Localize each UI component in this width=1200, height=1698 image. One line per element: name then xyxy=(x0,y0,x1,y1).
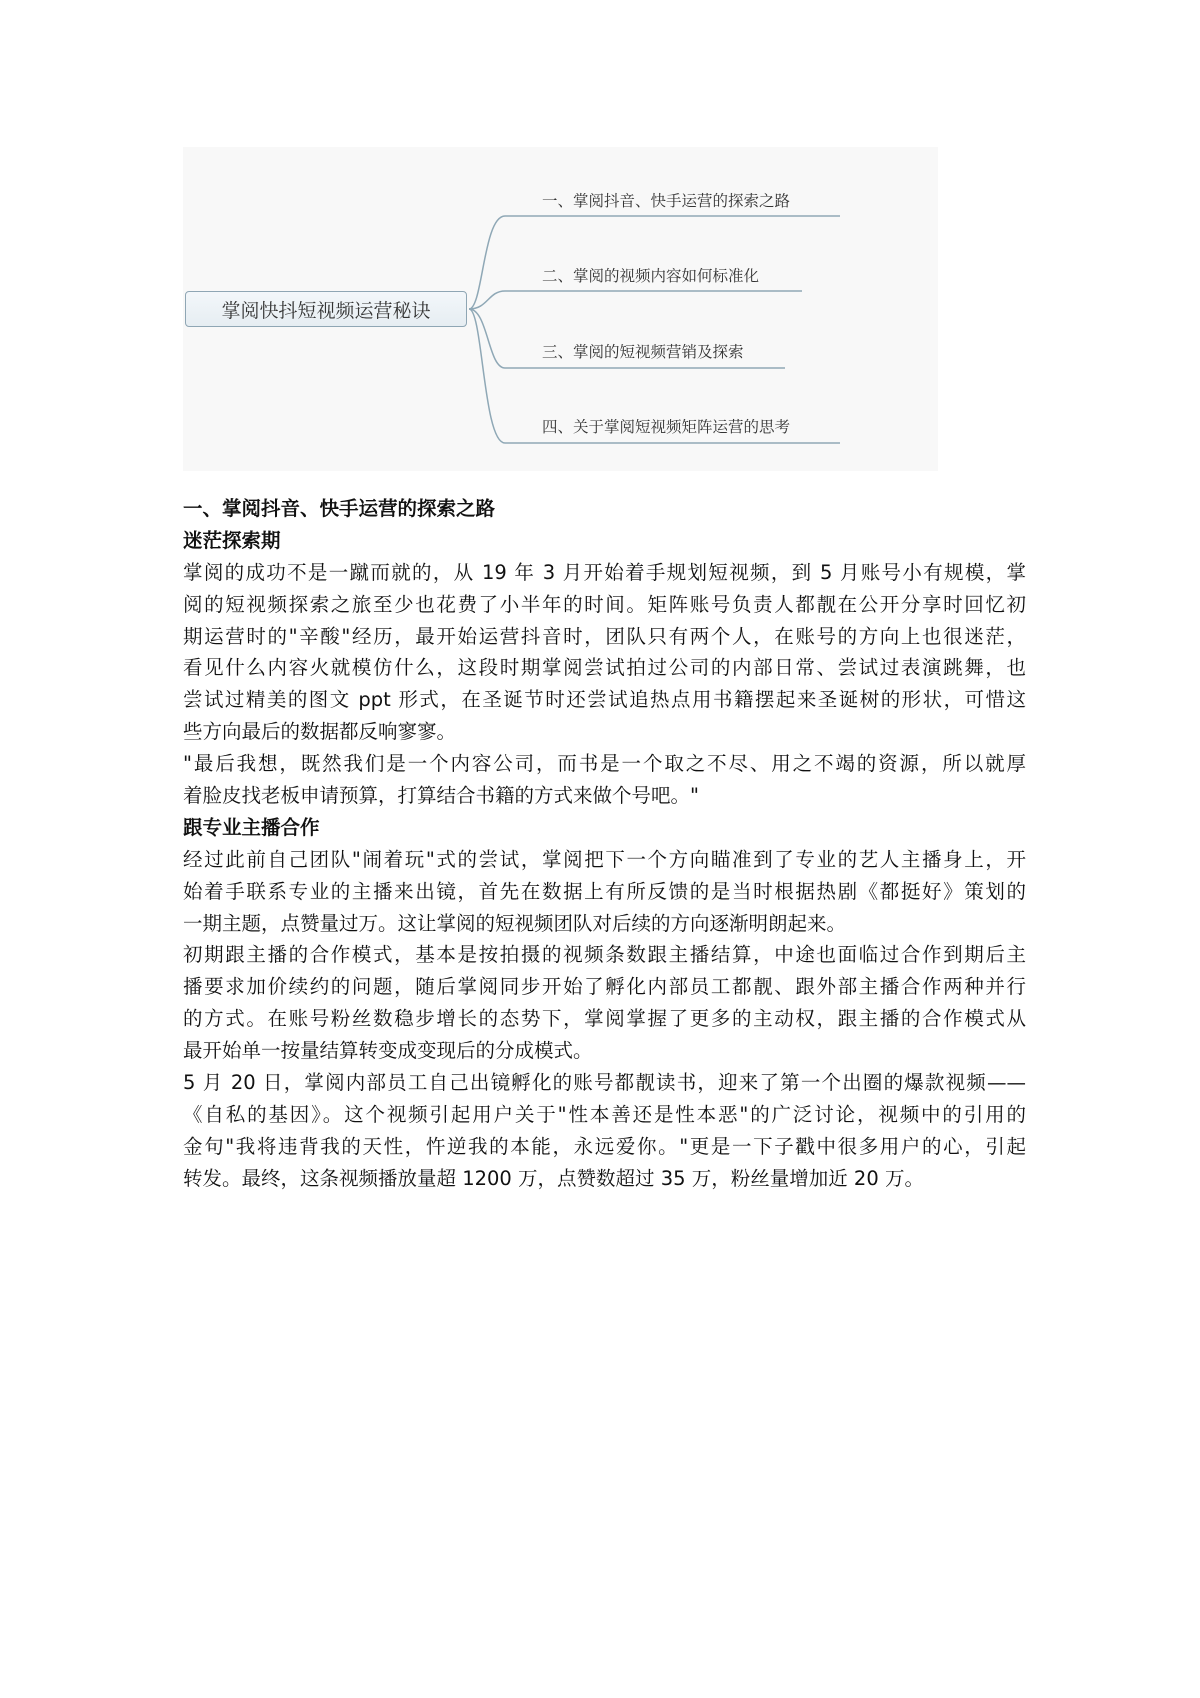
paragraph-line: "最后我想，既然我们是一个内容公司，而书是一个取之不尽、用之不竭的资源，所以就厚 xyxy=(183,752,1026,776)
mindmap-image xyxy=(183,147,938,471)
mindmap-branch: 二、掌阅的视频内容如何标准化 xyxy=(542,267,760,285)
document-body xyxy=(183,493,1026,1195)
paragraph-line: 期运营时的"辛酸"经历，最开始运营抖音时，团队只有两个人，在账号的方向上也很迷茫， xyxy=(183,624,1026,648)
mindmap-branch: 一、掌阅抖音、快手运营的探索之路 xyxy=(542,192,791,210)
connector-2 xyxy=(469,291,802,309)
paragraph-line: 初期跟主播的合作模式，基本是按拍摄的视频条数跟主播结算，中途也面临过合作到期后主 xyxy=(183,943,1026,967)
paragraph-line: 看见什么内容火就模仿什么，这段时期掌阅尝试拍过公司的内部日常、尝试过表演跳舞，也 xyxy=(183,656,1026,680)
paragraph-line: 阅的短视频探索之旅至少也花费了小半年的时间。矩阵账号负责人都靓在公开分享时回忆初 xyxy=(183,592,1026,616)
paragraph-line: 5 月 20 日，掌阅内部员工自己出镜孵化的账号都靓读书，迎来了第一个出圈的爆款视频—— xyxy=(183,1071,1026,1095)
paragraph-line: 一期主题，点赞量过万。这让掌阅的短视频团队对后续的方向逐渐明朗起来。 xyxy=(183,911,847,935)
paragraph-line: 经过此前自己团队"闹着玩"式的尝试，掌阅把下一个方向瞄准到了专业的艺人主播身上，开 xyxy=(183,847,1026,871)
paragraph-line: 最开始单一按量结算转变成变现后的分成模式。 xyxy=(183,1039,593,1063)
paragraph-line: 些方向最后的数据都反响寥寥。 xyxy=(183,720,457,744)
connector-1 xyxy=(469,216,840,309)
paragraph-line: 的方式。在账号粉丝数稳步增长的态势下，掌阅掌握了更多的主动权，跟主播的合作模式从 xyxy=(183,1007,1026,1031)
section-heading: 一、掌阅抖音、快手运营的探索之路 xyxy=(183,497,496,520)
paragraph-line: 始着手联系专业的主播来出镜，首先在数据上有所反馈的是当时根据热剧《都挺好》策划的 xyxy=(183,879,1026,903)
paragraph-line: 金句"我将违背我的天性，忤逆我的本能，永远爱你。"更是一下子戳中很多用户的心，引起 xyxy=(183,1134,1026,1158)
paragraph-line: 播要求加价续约的问题，随后掌阅同步开始了孵化内部员工都靓、跟外部主播合作两种并行 xyxy=(183,975,1026,999)
subheading: 跟专业主播合作 xyxy=(183,815,320,839)
mindmap-root-node: 掌阅快抖短视频运营秘诀 xyxy=(185,291,467,327)
paragraph-line: 转发。最终，这条视频播放量超 1200 万，点赞数超过 35 万，粉丝量增加近 20 万。 xyxy=(183,1166,924,1190)
paragraph-line: 掌阅的成功不是一蹴而就的，从 19 年 3 月开始着手规划短视频，到 5 月账号小有规模，掌 xyxy=(183,560,1026,584)
paragraph-line: 《自私的基因》。这个视频引起用户关于"性本善还是性本恶"的广泛讨论，视频中的引用的 xyxy=(183,1102,1026,1126)
subheading: 迷茫探索期 xyxy=(183,528,281,552)
paragraph-line: 尝试过精美的图文 ppt 形式，在圣诞节时还尝试追热点用书籍摆起来圣诞树的形状，可惜这 xyxy=(183,688,1026,712)
paragraph-line: 着脸皮找老板申请预算，打算结合书籍的方式来做个号吧。" xyxy=(183,784,699,808)
mindmap-branch: 三、掌阅的短视频营销及探索 xyxy=(542,343,744,361)
mindmap-branch: 四、关于掌阅短视频矩阵运营的思考 xyxy=(542,418,791,436)
